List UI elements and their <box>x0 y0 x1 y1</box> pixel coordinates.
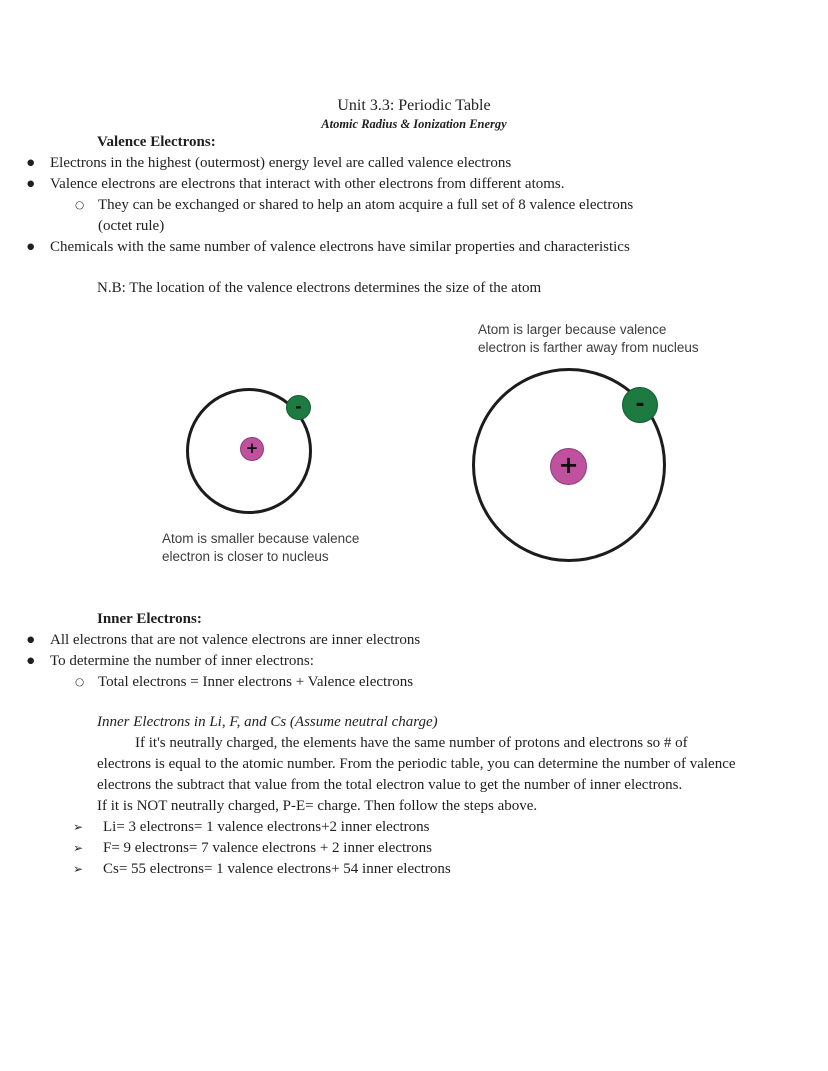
minus-icon: - <box>295 397 302 416</box>
small-atom-caption <box>162 530 359 565</box>
section-heading-inner: Inner Electrons: <box>97 611 202 627</box>
list-item-text: All electrons that are not valence electrons are inner electrons <box>50 632 421 648</box>
bullet-icon: ● <box>27 242 35 252</box>
arrow-item-text: Li= 3 electrons= 1 valence electrons+2 inner electrons <box>103 819 430 835</box>
atom-size-diagram <box>0 299 828 609</box>
list-item-text: To determine the number of inner electrons: <box>50 653 314 669</box>
arrow-bullet-icon: ➢ <box>73 820 84 834</box>
arrow-item-text: Cs= 55 electrons= 1 valence electrons+ 54 inner electrons <box>103 861 451 877</box>
bullet-icon: ● <box>27 656 35 666</box>
minus-icon: - <box>635 391 645 417</box>
element-examples-list <box>0 817 828 880</box>
arrow-list-item <box>0 838 828 859</box>
inner-bullet-list <box>0 630 828 693</box>
caption-line-1: Atom is larger because valence <box>478 322 667 337</box>
nb-note: N.B: The location of the valence electrons determines the size of the atom <box>97 280 542 296</box>
sub-list-line-2: (octet rule) <box>98 218 165 234</box>
paragraph-line: If it's neutrally charged, the elements have the same number of protons and electrons so # of <box>135 735 688 751</box>
paragraph-line: electrons the subtract that value from the total electron value to get the number of inner electrons. <box>97 777 683 793</box>
list-item-text: Valence electrons are electrons that interact with other electrons from different atoms. <box>50 176 565 192</box>
caption-line-2: electron is closer to nucleus <box>162 548 329 564</box>
doc-subtitle: Atomic Radius & Ionization Energy <box>321 117 507 131</box>
arrow-list-item <box>0 817 828 838</box>
sub-list-item-text: Total electrons = Inner electrons + Valence electrons <box>98 674 414 690</box>
bullet-icon: ● <box>27 158 35 168</box>
bullet-icon: ● <box>27 635 35 645</box>
examples-heading: Inner Electrons in Li, F, and Cs (Assume neutral charge) <box>97 714 438 730</box>
arrow-item-text: F= 9 electrons= 7 valence electrons + 2 inner electrons <box>103 840 433 856</box>
sub-list-item-text <box>98 195 633 237</box>
open-bullet-icon: ○ <box>75 676 85 688</box>
large-atom-caption <box>478 321 699 356</box>
plus-icon: + <box>245 438 259 457</box>
valence-bullet-list <box>0 153 828 258</box>
large-atom-electron <box>622 387 658 423</box>
list-item <box>0 153 828 174</box>
paragraph-line: electrons is equal to the atomic number. From the periodic table, you can determine the number of valence <box>97 756 736 772</box>
sub-list-line-1: They can be exchanged or shared to help an atom acquire a full set of 8 valence electrons <box>98 197 634 213</box>
sub-list-item <box>0 672 828 693</box>
caption-line-2: electron is farther away from nucleus <box>478 339 699 355</box>
plus-icon: + <box>558 451 579 479</box>
section-heading-valence: Valence Electrons: <box>97 134 216 150</box>
examples-paragraph <box>97 733 768 817</box>
open-bullet-icon: ○ <box>75 199 85 211</box>
large-atom-nucleus <box>550 448 587 485</box>
list-item-text: Chemicals with the same number of valence electrons have similar properties and characteristics <box>50 239 630 255</box>
bullet-icon: ● <box>27 179 35 189</box>
arrow-bullet-icon: ➢ <box>73 841 84 855</box>
list-item-text: Electrons in the highest (outermost) energy level are called valence electrons <box>50 155 512 171</box>
small-atom-electron <box>286 395 311 420</box>
small-atom-nucleus <box>240 437 264 461</box>
list-item <box>0 651 828 672</box>
list-item <box>0 237 828 258</box>
sub-list-item <box>0 195 828 237</box>
list-item <box>0 630 828 651</box>
arrow-bullet-icon: ➢ <box>73 862 84 876</box>
doc-title: Unit 3.3: Periodic Table <box>337 97 491 114</box>
list-item <box>0 174 828 195</box>
arrow-list-item <box>0 859 828 880</box>
caption-line-1: Atom is smaller because valence <box>162 531 360 546</box>
paragraph-line: If it is NOT neutrally charged, P-E= charge. Then follow the steps above. <box>97 798 538 814</box>
